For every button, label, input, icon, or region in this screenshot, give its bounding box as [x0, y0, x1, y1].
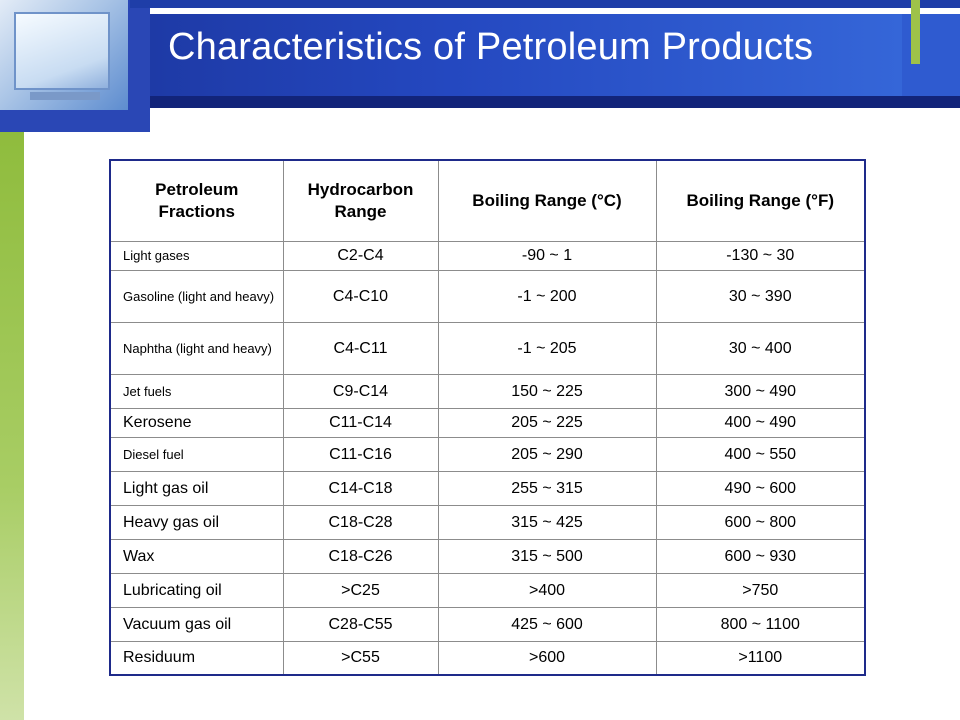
boiling-f-cell: 300 ~ 490 [656, 374, 865, 408]
boiling-c-cell: 205 ~ 290 [438, 437, 656, 471]
boiling-f-cell: 600 ~ 800 [656, 505, 865, 539]
header-bottom-strip [150, 96, 960, 108]
header-boiling-range-f: Boiling Range (°F) [656, 160, 865, 241]
boiling-c-cell: 255 ~ 315 [438, 471, 656, 505]
hydrocarbon-cell: C4-C10 [283, 270, 438, 322]
fraction-cell: Kerosene [110, 408, 283, 437]
fraction-cell: Lubricating oil [110, 573, 283, 607]
fraction-cell: Light gases [110, 241, 283, 270]
header-petroleum-fractions: Petroleum Fractions [110, 160, 283, 241]
fraction-cell: Gasoline (light and heavy) [110, 270, 283, 322]
table-row [110, 374, 865, 408]
boiling-f-cell: 800 ~ 1100 [656, 607, 865, 641]
hydrocarbon-cell: C11-C14 [283, 408, 438, 437]
header-accent-bar [911, 0, 920, 64]
fraction-cell: Vacuum gas oil [110, 607, 283, 641]
boiling-c-cell: >400 [438, 573, 656, 607]
header-top-band [130, 0, 960, 8]
boiling-f-cell: 400 ~ 550 [656, 437, 865, 471]
table-row [110, 573, 865, 607]
table-row [110, 539, 865, 573]
fraction-cell: Jet fuels [110, 374, 283, 408]
boiling-c-cell: 315 ~ 425 [438, 505, 656, 539]
left-accent-bar [0, 132, 24, 720]
boiling-f-cell: 400 ~ 490 [656, 408, 865, 437]
hydrocarbon-cell: C14-C18 [283, 471, 438, 505]
boiling-f-cell: 30 ~ 390 [656, 270, 865, 322]
boiling-c-cell: >600 [438, 641, 656, 675]
monitor-illustration [0, 0, 128, 110]
table-row [110, 607, 865, 641]
table-row [110, 241, 865, 270]
header-hydrocarbon-range: Hydrocarbon Range [283, 160, 438, 241]
boiling-c-cell: 205 ~ 225 [438, 408, 656, 437]
hydrocarbon-cell: C18-C28 [283, 505, 438, 539]
fraction-cell: Residuum [110, 641, 283, 675]
boiling-c-cell: 425 ~ 600 [438, 607, 656, 641]
hydrocarbon-cell: C11-C16 [283, 437, 438, 471]
petroleum-products-table [109, 159, 866, 676]
table-row [110, 270, 865, 322]
fraction-cell: Wax [110, 539, 283, 573]
boiling-f-cell: >1100 [656, 641, 865, 675]
table-header-row [110, 160, 865, 241]
hydrocarbon-cell: >C25 [283, 573, 438, 607]
slide-title: Characteristics of Petroleum Products [168, 26, 814, 68]
hydrocarbon-cell: C2-C4 [283, 241, 438, 270]
table-row [110, 322, 865, 374]
header-boiling-range-c: Boiling Range (°C) [438, 160, 656, 241]
boiling-c-cell: 150 ~ 225 [438, 374, 656, 408]
boiling-f-cell: 490 ~ 600 [656, 471, 865, 505]
fraction-cell: Heavy gas oil [110, 505, 283, 539]
hydrocarbon-cell: C28-C55 [283, 607, 438, 641]
hydrocarbon-cell: C4-C11 [283, 322, 438, 374]
fraction-cell: Diesel fuel [110, 437, 283, 471]
boiling-f-cell: 30 ~ 400 [656, 322, 865, 374]
table-row [110, 408, 865, 437]
boiling-f-cell: >750 [656, 573, 865, 607]
table-row [110, 505, 865, 539]
fraction-cell: Naphtha (light and heavy) [110, 322, 283, 374]
boiling-f-cell: 600 ~ 930 [656, 539, 865, 573]
hydrocarbon-cell: C18-C26 [283, 539, 438, 573]
hydrocarbon-cell: C9-C14 [283, 374, 438, 408]
boiling-c-cell: -1 ~ 200 [438, 270, 656, 322]
hydrocarbon-cell: >C55 [283, 641, 438, 675]
table-row [110, 437, 865, 471]
boiling-c-cell: 315 ~ 500 [438, 539, 656, 573]
boiling-c-cell: -1 ~ 205 [438, 322, 656, 374]
table-row [110, 641, 865, 675]
fraction-cell: Light gas oil [110, 471, 283, 505]
boiling-c-cell: -90 ~ 1 [438, 241, 656, 270]
table-row [110, 471, 865, 505]
boiling-f-cell: -130 ~ 30 [656, 241, 865, 270]
